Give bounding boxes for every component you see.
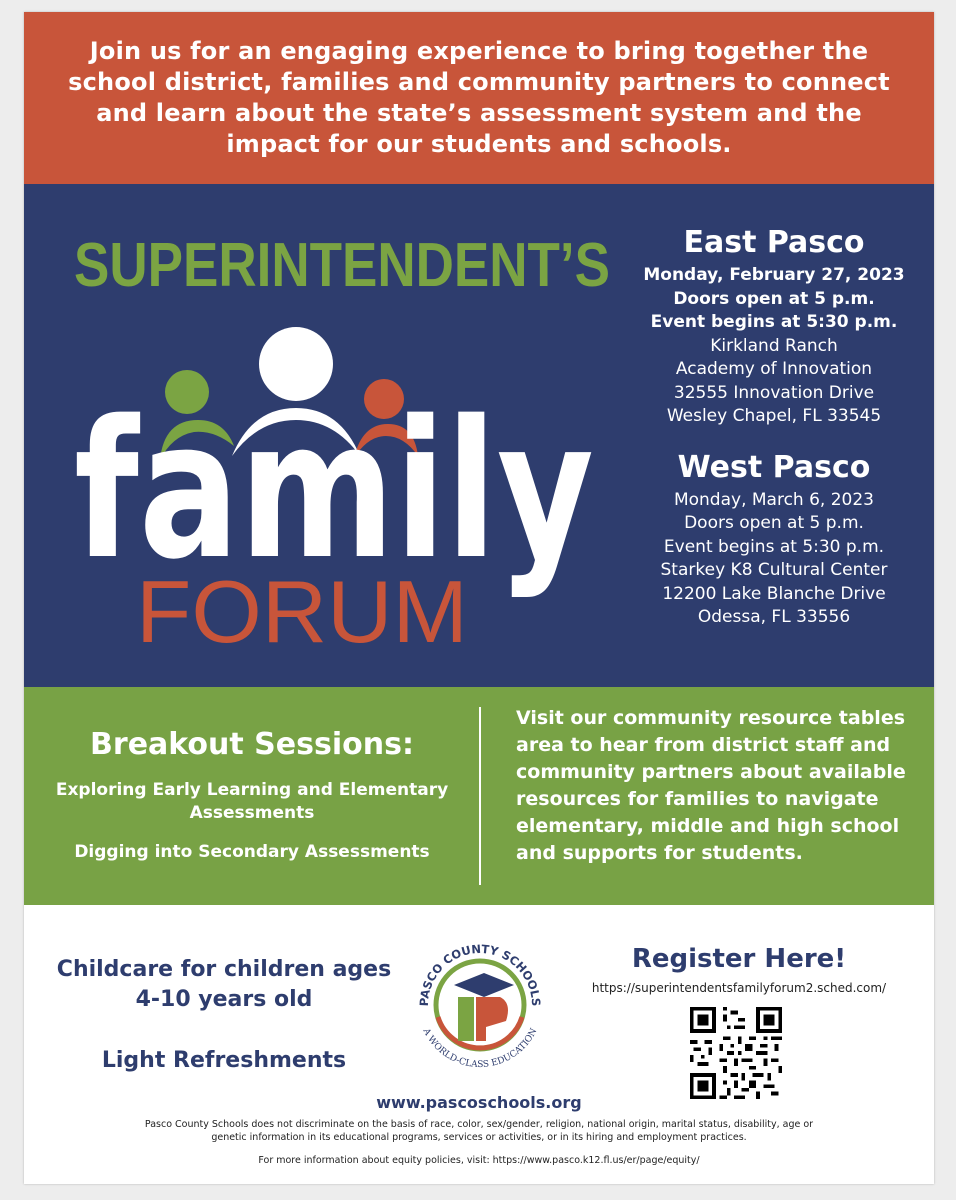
family-forum-logo <box>64 224 624 654</box>
disclaimer-text: Pasco County Schools does not discriminate on the basis of race, color, sex/gender, religion, national origin, marital status, disability, age or genetic information in its educational programs, services or activities, or in its hiring and employment practices. <box>144 1119 814 1143</box>
orange-book-icon <box>476 997 508 1041</box>
logo-bottom-text: A WORLD-CLASS EDUCATION <box>420 1026 540 1071</box>
session-item: Exploring Early Learning and Elementary Assessments <box>55 780 449 823</box>
event-schedule <box>624 226 924 652</box>
childcare-text: Childcare for children ages 4-10 years old <box>56 957 392 1012</box>
event-venue: Starkey K8 Cultural Center <box>660 560 888 580</box>
event-address: 12200 Lake Blanche Drive <box>662 583 886 604</box>
event-date: Monday, February 27, 2023 <box>643 265 905 285</box>
logo-superintendent-text: SUPERINTENDENT’S <box>74 231 610 300</box>
logo-forum-text: FORUM <box>136 562 468 654</box>
event-title: West Pasco <box>677 449 871 485</box>
register-title: Register Here! <box>631 944 847 974</box>
resources-text: Visit our community resource tables area to hear from district staff and community partners about available resources for families to navigate elementary, middle and high school and supports for students. <box>516 707 906 864</box>
event-venue-line2: Academy of Innovation <box>675 359 873 379</box>
equity-text: For more information about equity policies, visit: https://www.pasco.k12.fl.us/er/page/equity/ <box>258 1155 700 1166</box>
breakout-title: Breakout Sessions: <box>90 727 414 762</box>
event-east-pasco <box>624 226 924 429</box>
sessions-banner <box>24 687 934 905</box>
pasco-schools-logo <box>402 927 558 1083</box>
event-title: East Pasco <box>683 225 865 260</box>
qr-code[interactable] <box>690 1007 782 1099</box>
event-date: Monday, March 6, 2023 <box>673 489 875 510</box>
event-city: Odessa, FL 33556 <box>697 607 851 627</box>
event-banner <box>24 184 934 687</box>
event-doors: Doors open at 5 p.m. <box>684 513 864 533</box>
logo-top-text: PASCO COUNTY SCHOOLS <box>416 941 544 1007</box>
session-item: Digging into Secondary Assessments <box>74 842 430 862</box>
event-start: Event begins at 5:30 p.m. <box>663 536 885 557</box>
refreshments-text: Light Refreshments <box>101 1048 347 1073</box>
intro-text: Join us for an engaging experience to bring together the school district, families and community partners to connect and learn about the state’s assessment system and the impact for our students and schools. <box>68 37 890 158</box>
event-address: 32555 Innovation Drive <box>673 382 875 403</box>
graduation-cap-icon <box>454 973 514 997</box>
divider <box>479 707 481 885</box>
event-venue: Kirkland Ranch <box>710 335 838 356</box>
event-start: Event begins at 5:30 p.m. <box>650 312 898 332</box>
event-west-pasco <box>624 451 924 630</box>
footer-section <box>24 905 934 1184</box>
logo-family-text: family <box>74 380 594 601</box>
register-link[interactable]: https://superintendentsfamilyforum2.sched.com/ <box>591 981 887 995</box>
event-doors: Doors open at 5 p.m. <box>673 288 875 309</box>
breakout-sessions <box>42 727 462 880</box>
intro-banner <box>24 12 934 184</box>
event-city: Wesley Chapel, FL 33545 <box>666 406 882 426</box>
website-link[interactable]: www.pascoschools.org <box>376 1093 582 1112</box>
green-book-icon <box>458 997 474 1041</box>
flyer <box>24 12 934 1184</box>
